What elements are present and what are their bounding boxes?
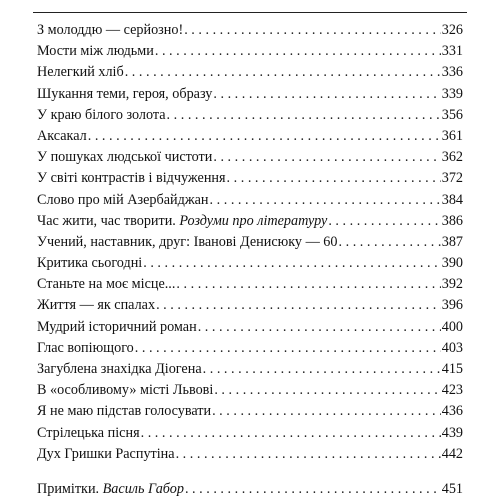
toc-entry-title — [37, 168, 226, 189]
toc-entry — [37, 380, 463, 401]
toc-entry-title — [37, 62, 124, 83]
toc-entry-title-text: Нелегкий хліб — [37, 64, 124, 81]
toc-entry-title-text: Аксакал — [37, 127, 87, 144]
toc-entry-title-text: Час жити, час творити. — [37, 212, 180, 229]
toc-page-number: 339 — [441, 85, 463, 102]
toc-entry-title-text: У світі контрастів і відчуження — [37, 170, 226, 187]
toc-page-number: 392 — [441, 276, 463, 293]
toc-entry — [37, 401, 463, 422]
toc-entry — [37, 317, 463, 338]
dot-leader — [210, 190, 441, 211]
dot-leader — [141, 423, 441, 444]
toc-entry-title — [37, 211, 327, 232]
toc-page-number: 331 — [441, 43, 463, 60]
dot-leader — [213, 84, 440, 105]
toc-entry-title — [37, 401, 211, 422]
dot-leader — [156, 295, 441, 316]
toc-entry — [37, 359, 463, 380]
toc-entry-title — [37, 253, 142, 274]
toc-entry-title-text: Примітки. — [37, 480, 103, 497]
toc-page-number: 387 — [441, 233, 463, 250]
toc-entry — [37, 423, 463, 444]
dot-leader — [155, 41, 441, 62]
dot-leader — [184, 20, 441, 41]
toc-page-number: 386 — [441, 212, 463, 229]
toc-entry-title — [37, 359, 202, 380]
toc-entry — [37, 20, 463, 41]
toc-entry-title — [37, 444, 175, 465]
toc-entry-title — [37, 274, 175, 295]
toc-page-number: 326 — [441, 22, 463, 38]
toc-entry-title — [37, 41, 154, 62]
toc-entry — [37, 126, 463, 147]
toc-entry-title-text: Дух Гришки Распутіна — [37, 445, 175, 462]
toc-entry-title-text: З молоддю — серйозно! — [37, 22, 184, 38]
toc-entry — [37, 84, 463, 105]
toc-entry-title-text: Глас вопіющого — [37, 339, 134, 356]
dot-leader — [125, 62, 441, 83]
toc-entry-title — [37, 479, 184, 500]
dot-leader — [203, 359, 441, 380]
toc-entry — [37, 211, 463, 232]
toc-entry-title-text: У краю білого золота — [37, 106, 166, 123]
top-rule — [33, 12, 467, 13]
dot-leader — [143, 253, 440, 274]
toc-entry — [37, 41, 463, 62]
toc-entry-title — [37, 20, 183, 41]
toc-entry-title-text: Критика сьогодні — [37, 255, 143, 272]
toc-entry-title-text: Стрілецька пісня — [37, 424, 140, 441]
toc-entry-title-text: Я не маю підстав голосувати — [37, 403, 212, 420]
toc-page-number: 451 — [441, 480, 463, 497]
toc-entry-title-text: У пошуках людської чистоти — [37, 149, 213, 166]
toc-entry — [37, 338, 463, 359]
toc-entry-italic-subtitle: Василь Габор — [102, 480, 184, 497]
toc-page-number: 436 — [441, 403, 463, 420]
toc-entry-italic-subtitle: Роздуми про літературу — [179, 212, 328, 229]
dot-leader — [213, 147, 440, 168]
toc-entry-title — [37, 147, 212, 168]
toc-entry-title — [37, 84, 212, 105]
toc-entry — [37, 190, 463, 211]
toc-page-number: 372 — [441, 170, 463, 187]
toc-entry — [37, 444, 463, 465]
toc-entry-title-text: Життя — як спалах — [37, 297, 156, 314]
toc-entry-title-text: Мудрий історичний роман — [37, 318, 197, 335]
toc-page-number: 356 — [441, 106, 463, 123]
toc-entry-title-text: В «особливому» місті Львові — [37, 382, 214, 399]
toc-entry-title — [37, 295, 155, 316]
toc-entry-title-text: Слово про мій Азербайджан — [37, 191, 209, 208]
toc-entry-title — [37, 190, 209, 211]
toc-entry-title — [37, 232, 338, 253]
toc-entry — [37, 62, 463, 83]
toc-entry — [37, 105, 463, 126]
toc-page-number: 362 — [441, 149, 463, 166]
toc-entry-title — [37, 317, 197, 338]
toc-entry-title — [37, 105, 166, 126]
toc-page-number: 400 — [441, 318, 463, 335]
toc-entry-title — [37, 126, 87, 147]
toc-entry-title — [37, 338, 134, 359]
toc-entry-title-text: Мости між людьми — [37, 43, 154, 60]
dot-leader — [227, 168, 441, 189]
dot-leader — [135, 338, 441, 359]
toc-page-number: 361 — [441, 127, 463, 144]
toc-page-number: 384 — [441, 191, 463, 208]
toc-page-number: 390 — [441, 255, 463, 272]
toc-entry-title — [37, 423, 140, 444]
table-of-contents — [37, 20, 463, 500]
dot-leader — [214, 380, 440, 401]
dot-leader — [176, 274, 440, 295]
dot-leader — [328, 211, 440, 232]
toc-entry-title-text: Шукання теми, героя, образу — [37, 85, 213, 102]
dot-leader — [198, 317, 441, 338]
toc-page-number: 415 — [441, 361, 463, 377]
toc-page-number: 423 — [441, 382, 463, 399]
toc-entry-title-text: Учений, наставник, друг: Іванові Денисюку — 60 — [37, 233, 338, 250]
dot-leader — [176, 444, 441, 465]
toc-entry — [37, 232, 463, 253]
toc-entry — [37, 274, 463, 295]
toc-entry — [37, 295, 463, 316]
toc-notes-entry — [37, 479, 463, 500]
toc-entry — [37, 147, 463, 168]
dot-leader — [88, 126, 441, 147]
toc-page-number: 403 — [441, 339, 463, 356]
dot-leader — [212, 401, 441, 422]
toc-page-number: 439 — [441, 424, 463, 441]
toc-entry-title-text: Загублена знахідка Діогена — [37, 361, 202, 377]
dot-leader — [185, 479, 441, 500]
toc-page-number: 336 — [441, 64, 463, 81]
dot-leader — [167, 105, 441, 126]
toc-page-number: 396 — [441, 297, 463, 314]
toc-entry — [37, 168, 463, 189]
toc-page-number: 442 — [441, 445, 463, 462]
dot-leader — [339, 232, 441, 253]
toc-entry — [37, 253, 463, 274]
toc-entry-title — [37, 380, 213, 401]
toc-entry-title-text: Станьте на моє місце... — [37, 276, 176, 293]
